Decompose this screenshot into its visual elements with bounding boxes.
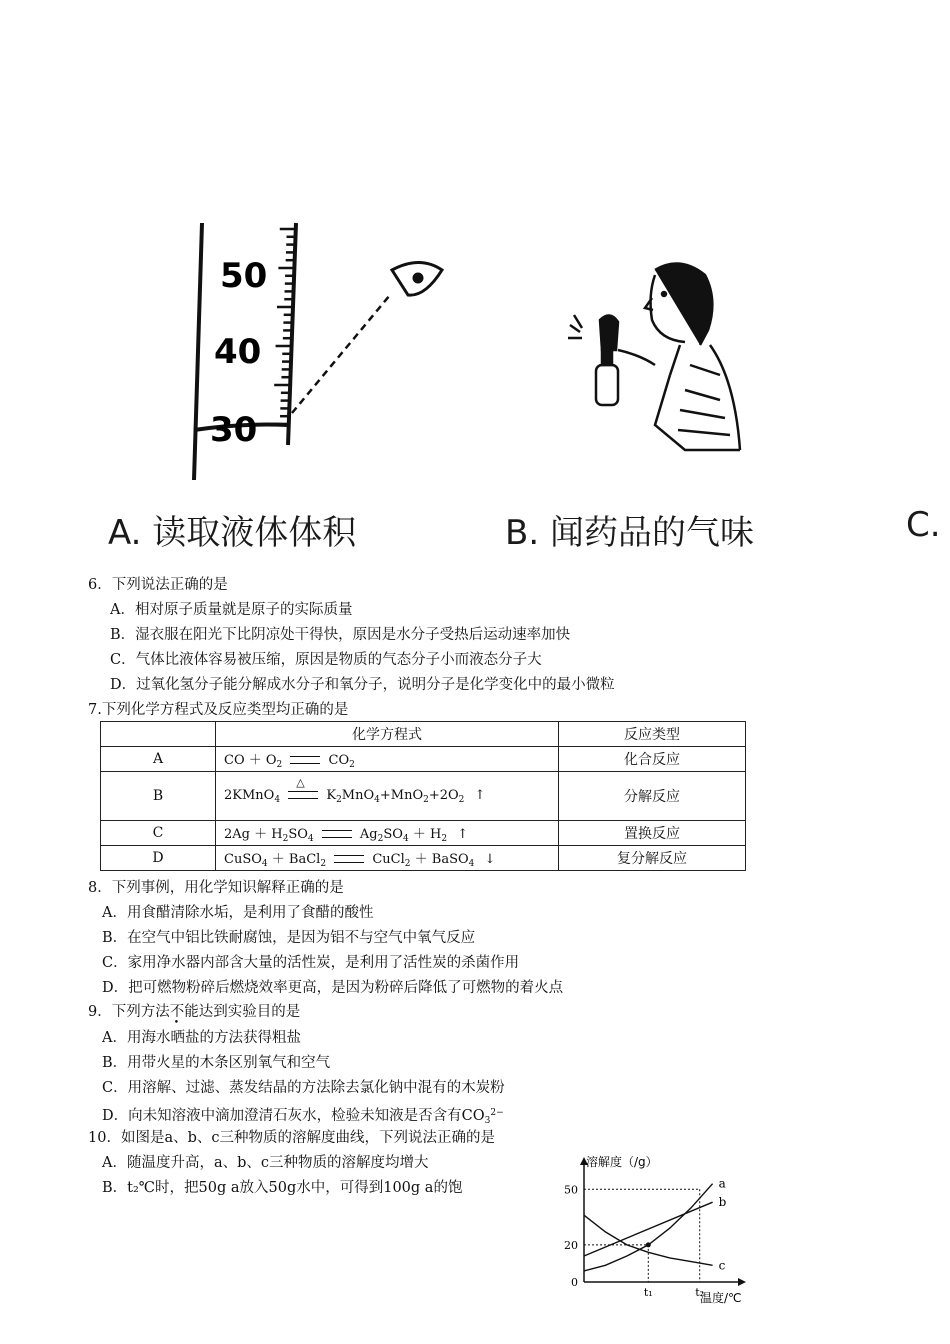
q8-option-d: D．把可燃物粉碎后燃烧效率更高，是因为粉碎后降低了可燃物的着火点 [102,980,564,996]
q8-stem: 8．下列事例，用化学知识解释正确的是 [88,880,344,896]
q6-option-b: B．湿衣服在阳光下比阴凉处干得快，原因是水分子受热后运动速率加快 [110,627,571,643]
q6-option-c: C．气体比液体容易被压缩，原因是物质的气态分子小而液态分子大 [110,652,542,668]
table-row [101,846,746,871]
tick-label-40: 40 [214,332,262,372]
q6-option-d: D．过氧化氢分子能分解成水分子和氧分子，说明分子是化学变化中的最小微粒 [110,677,615,693]
caption-b: B. 闻药品的气味 [505,513,754,553]
row-type: 分解反应 [559,772,746,821]
row-label: D [101,846,216,871]
table-header-row [101,722,746,747]
caption-c: C. [906,505,941,545]
q8-option-b: B．在空气中铝比铁耐腐蚀，是因为铝不与空气中氧气反应 [102,930,476,946]
equation-d: CuSO$_4$ ＋ BaCl$_2$ CuCl$_2$ ＋ BaSO$_4$ ↓ [216,846,559,871]
series-label-c: c [718,1258,726,1273]
down-arrow-icon: ↓ [484,851,496,867]
y-axis-label: 溶解度（/g） [586,1155,658,1169]
q9-option-a: A．用海水晒盐的方法获得粗盐 [102,1030,301,1046]
table-row [101,747,746,772]
smelling-figure [560,250,760,460]
header-cell-label [101,722,216,747]
row-type: 化合反应 [559,747,746,772]
y-tick-label: 20 [564,1238,578,1252]
table-row [101,821,746,846]
q9-stem: 9．下列方法不能达到实验目的是 [88,1004,301,1020]
q7-stem: 7.下列化学方程式及反应类型均正确的是 [88,702,349,718]
tick-label-50: 50 [220,256,268,296]
caption-a: A. 读取液体体积 [108,513,357,553]
q10-option-b: B．t₂℃时，把50g a放入50g水中，可得到100g a的饱 [102,1180,463,1196]
q6-option-a: A．相对原子质量就是原子的实际质量 [110,602,353,618]
q10-option-a: A．随温度升高，a、b、c三种物质的溶解度均增大 [102,1155,429,1171]
equation-a: CO ＋ $O_2$ $CO_2$ [216,747,559,772]
x-tick-label: t₁ [643,1286,653,1299]
row-label: A [101,747,216,772]
solubility-chart [550,1150,760,1310]
q10-stem: 10．如图是a、b、c三种物质的溶解度曲线，下列说法正确的是 [88,1130,495,1146]
q8-option-c: C．家用净水器内部含大量的活性炭，是利用了活性炭的杀菌作用 [102,955,520,971]
row-label: B [101,772,216,821]
emphasis-not: 不 [169,1004,185,1020]
q9-option-b: B．用带火星的木条区别氧气和空气 [102,1055,331,1071]
q9-option-c: C．用溶解、过滤、蒸发结晶的方法除去氯化钠中混有的木炭粉 [102,1080,505,1096]
table-row [101,772,746,821]
x-tick-label: t₂ [695,1286,705,1299]
y-tick-label: 0 [571,1276,578,1289]
up-arrow-icon: ↑ [457,826,469,842]
x-axis-arrow [738,1278,746,1286]
x-axis-label: 温度/℃ [700,1291,742,1305]
header-cell-equation: 化学方程式 [216,722,559,747]
delta-icon: △ [296,776,305,789]
equation-c: $2Ag + H_2SO_4$ $Ag_2SO_4 + H_2$ ↑ [216,821,559,846]
y-tick-label: 50 [564,1183,578,1197]
q6-stem: 6．下列说法正确的是 [88,577,228,593]
series-label-a: a [718,1176,726,1191]
equation-b: 2KMnO$_4$ △ $K_2MnO_4+MnO_2+2O_2$ ↑ [216,772,559,821]
row-type: 复分解反应 [559,846,746,871]
series-line-b [584,1202,713,1256]
up-arrow-icon: ↑ [474,787,486,803]
q9-option-d: D．向未知溶液中滴加澄清石灰水，检验未知液是否含有$CO_3^{2-}$ [102,1108,504,1126]
series-label-b: b [718,1195,727,1210]
q8-option-a: A．用食醋清除水垢，是利用了食醋的酸性 [102,905,374,921]
tick-label-30: 30 [210,410,258,450]
row-type: 置换反应 [559,821,746,846]
header-cell-type: 反应类型 [559,722,746,747]
reaction-table [100,721,746,871]
cylinder-figure [180,215,460,490]
row-label: C [101,821,216,846]
